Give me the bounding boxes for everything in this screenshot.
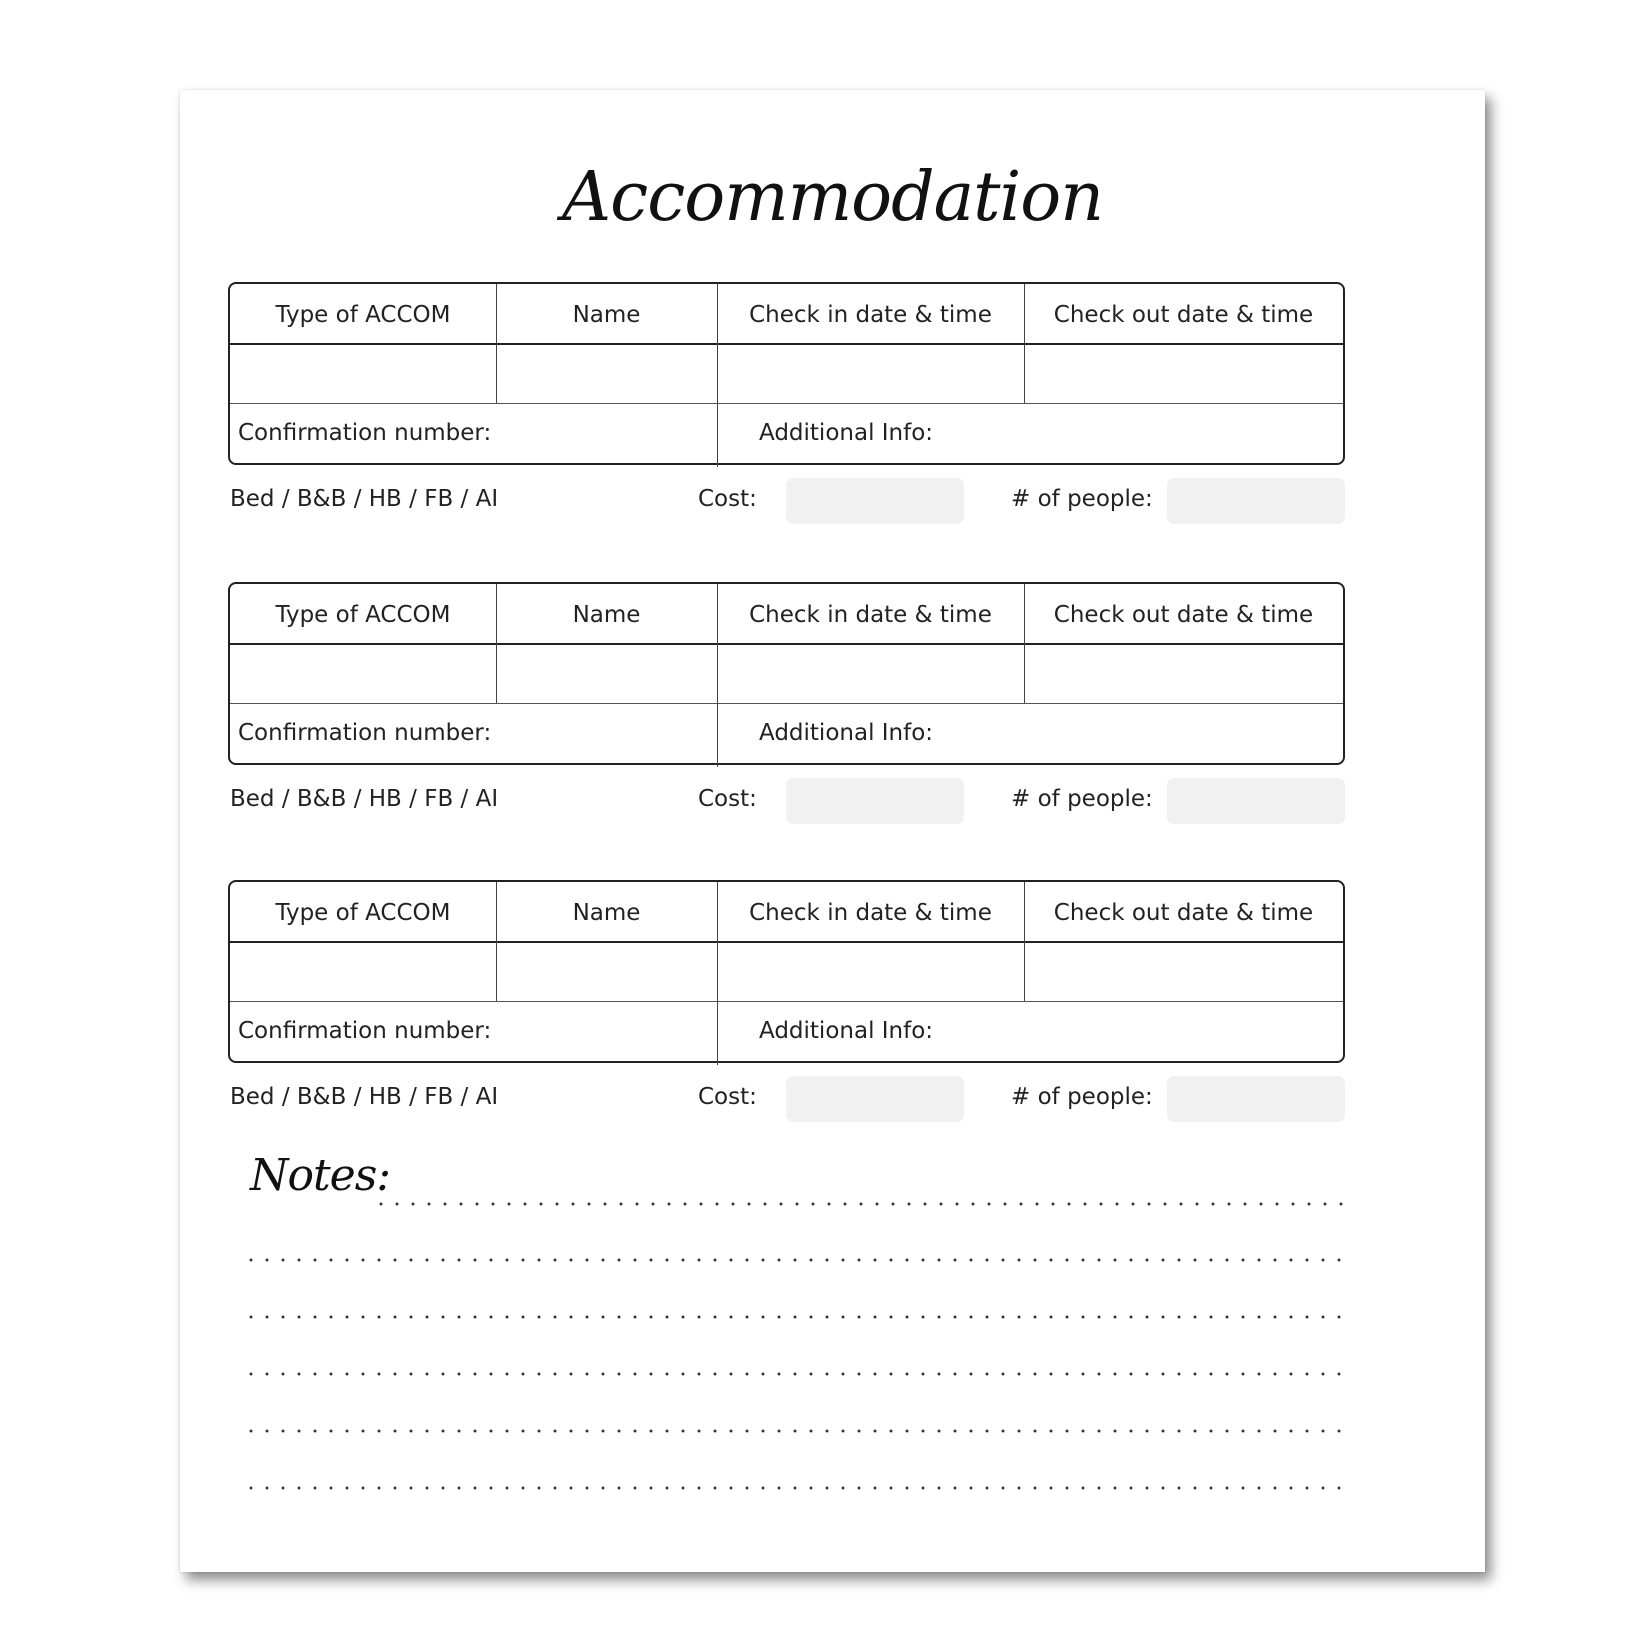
additional-info-label: Additional Info: (759, 720, 934, 746)
row-divider (230, 403, 1343, 404)
section-3-extras (228, 1076, 1345, 1122)
header-check-out: Check out date & time (1053, 900, 1314, 926)
cost-field[interactable] (786, 1076, 964, 1122)
cost-field[interactable] (786, 478, 964, 524)
board-options: Bed / B&B / HB / FB / AI (230, 1084, 499, 1110)
notes-line[interactable] (243, 1372, 1348, 1376)
header-check-out: Check out date & time (1053, 302, 1314, 328)
header-check-out: Check out date & time (1053, 602, 1314, 628)
notes-label: Notes: (250, 1150, 391, 1201)
check-out-field[interactable] (1024, 645, 1343, 703)
page-title: Accommodation (562, 158, 1103, 237)
notes-line[interactable] (243, 1429, 1348, 1433)
people-field[interactable] (1167, 478, 1345, 524)
notes-line[interactable] (373, 1202, 1348, 1206)
type-of-accom-field[interactable] (230, 645, 496, 703)
row-divider (230, 1001, 1343, 1002)
people-field[interactable] (1167, 778, 1345, 824)
confirmation-number-label: Confirmation number: (238, 1018, 492, 1044)
additional-info-label: Additional Info: (759, 420, 934, 446)
people-label: # of people: (1011, 486, 1153, 512)
notes-line[interactable] (243, 1258, 1348, 1262)
people-field[interactable] (1167, 1076, 1345, 1122)
notes-line[interactable] (243, 1315, 1348, 1319)
header-check-in: Check in date & time (749, 602, 992, 628)
accommodation-table-2 (228, 582, 1345, 765)
cost-label: Cost: (698, 486, 757, 512)
header-type-of-accom: Type of ACCOM (275, 602, 451, 628)
people-label: # of people: (1011, 1084, 1153, 1110)
name-field[interactable] (496, 943, 717, 1001)
header-check-in: Check in date & time (749, 302, 992, 328)
check-out-field[interactable] (1024, 943, 1343, 1001)
name-field[interactable] (496, 345, 717, 403)
confirmation-number-label: Confirmation number: (238, 420, 492, 446)
additional-info-label: Additional Info: (759, 1018, 934, 1044)
check-in-field[interactable] (717, 943, 1024, 1001)
cost-field[interactable] (786, 778, 964, 824)
people-label: # of people: (1011, 786, 1153, 812)
accommodation-table-1 (228, 282, 1345, 465)
board-options: Bed / B&B / HB / FB / AI (230, 786, 499, 812)
header-name: Name (572, 302, 641, 328)
name-field[interactable] (496, 645, 717, 703)
check-in-field[interactable] (717, 645, 1024, 703)
type-of-accom-field[interactable] (230, 345, 496, 403)
header-name: Name (572, 900, 641, 926)
header-name: Name (572, 602, 641, 628)
notes-line[interactable] (243, 1486, 1348, 1490)
cost-label: Cost: (698, 1084, 757, 1110)
section-1-extras (228, 478, 1345, 524)
type-of-accom-field[interactable] (230, 943, 496, 1001)
check-in-field[interactable] (717, 345, 1024, 403)
accommodation-table-3 (228, 880, 1345, 1063)
section-2-extras (228, 778, 1345, 824)
confirmation-number-label: Confirmation number: (238, 720, 492, 746)
planner-page (180, 90, 1485, 1572)
row-divider (230, 703, 1343, 704)
header-type-of-accom: Type of ACCOM (275, 302, 451, 328)
board-options: Bed / B&B / HB / FB / AI (230, 486, 499, 512)
cost-label: Cost: (698, 786, 757, 812)
check-out-field[interactable] (1024, 345, 1343, 403)
header-type-of-accom: Type of ACCOM (275, 900, 451, 926)
header-check-in: Check in date & time (749, 900, 992, 926)
